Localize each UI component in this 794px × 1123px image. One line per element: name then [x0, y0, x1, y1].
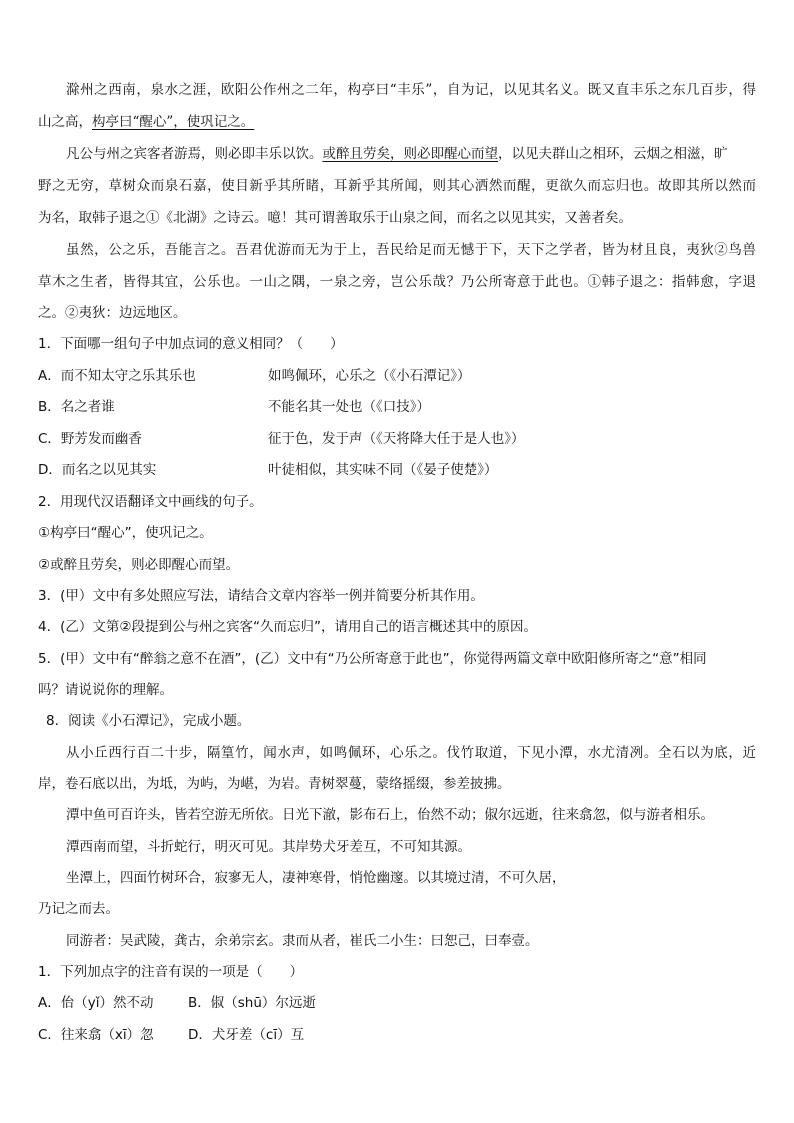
- option-c-right: 征于色，发于声（《天将降大任于是人也》）: [268, 431, 525, 447]
- question-2: 2．用现代汉语翻译文中画线的句子。: [38, 494, 263, 510]
- question-8-1: 1．下列加点字的注音有误的一项是（ ）: [38, 964, 304, 980]
- question-3: 3．(甲）文中有多处照应写法，请结合文章内容举一例并简要分析其作用。: [38, 588, 484, 604]
- section-8-p4-line1: 坐潭上，四面竹树环合，寂寥无人，凄神寒骨，悄怆幽邃。以其境过清，不可久居，: [66, 870, 566, 886]
- option-d-left: D．而名之以见其实: [38, 462, 157, 478]
- section-8-p3: 潭西南而望，斗折蛇行，明灭可见。其岸势犬牙差互，不可知其源。: [66, 839, 471, 855]
- question-1: 1．下面哪一组句子中加点词的意义相同？（ ）: [38, 336, 344, 352]
- section-8-p5: 同游者：吴武陵，龚古，余弟宗玄。隶而从者，崔氏二小生：曰恕己，曰奉壹。: [66, 933, 539, 949]
- q8-option-a: A．佁（yǐ）然不动: [38, 995, 154, 1011]
- question-2-item-1: ①构亭曰“醒心”，使巩记之。: [38, 525, 213, 541]
- q8-option-d: D．犬牙差（cī）互: [188, 1027, 305, 1043]
- option-a-left: A．而不知太守之乐其乐也: [38, 368, 196, 384]
- option-c: [38, 429, 756, 449]
- question-2-item-2: ②或醉且劳矣，则必即醒心而望。: [38, 557, 240, 573]
- passage-p3-line2: 草木之生者，皆得其宜，公乐也。一山之隅，一泉之旁，岂公乐哉？乃公所寄意于此也。①韩子退之：指韩愈，字退: [38, 274, 756, 290]
- passage-p2-line3: 为名，取韩子退之①《北湖》之诗云。噫！其可谓善取乐于山泉之间，而名之以见其实，又善者矣。: [38, 210, 632, 226]
- option-a: [38, 366, 756, 386]
- question-5-line1: 5．(甲）文中有“醉翁之意不在酒”，(乙）文中有“乃公所寄意于此也”，你觉得两篇文章中欧阳修所寄之“意”相同: [38, 651, 707, 667]
- passage-p2-line1-text-a: 凡公与州之宾客者游焉，则必即丰乐以饮。: [66, 146, 323, 162]
- section-8-p1-line2: 岸，卷石底以出，为坻，为屿，为嵁，为岩。青树翠蔓，蒙络摇缀，参差披拂。: [38, 776, 511, 792]
- underlined-sentence-2: 或醉且劳矣，则必即醒心而望: [322, 146, 498, 162]
- question-8-1-options-cd: [38, 1025, 756, 1045]
- option-b: [38, 397, 756, 417]
- section-8-p2: 潭中鱼可百许头，皆若空游无所依。日光下澈，影布石上，佁然不动；俶尔远逝，往来翕忽，似与游者相乐。: [66, 807, 714, 823]
- section-8-p4-line2: 乃记之而去。: [38, 901, 119, 917]
- option-b-right: 不能名其一处也（《口技》）: [268, 399, 430, 415]
- passage-p3-line3: 之。②夷狄：边远地区。: [38, 305, 187, 321]
- passage-p1-line2-text: 山之高，: [38, 114, 92, 130]
- question-5-line2: 吗？请说说你的理解。: [38, 682, 173, 698]
- q8-option-b: B．俶（shū）尔远逝: [188, 995, 316, 1011]
- passage-p1-line2: [38, 112, 756, 132]
- option-d: [38, 460, 756, 480]
- passage-p1-line1: 滁州之西南，泉水之涯，欧阳公作州之二年，构亭曰“丰乐”，自为记，以见其名义。既又直丰乐之东几百步，得: [66, 82, 756, 98]
- passage-p2-line1-text-b: ，以见夫群山之相环，云烟之相滋，旷: [498, 146, 728, 162]
- underlined-sentence-1: 构亭曰“醒心”，使巩记之。: [92, 114, 255, 130]
- q8-option-c: C．往来翕（xī）忽: [38, 1027, 154, 1043]
- section-8-title: 8．阅读《小石潭记》，完成小题。: [46, 713, 251, 729]
- option-c-left: C．野芳发而幽香: [38, 431, 142, 447]
- section-8-p1-line1: 从小丘西行百二十步，隔篁竹，闻水声，如鸣佩环，心乐之。伐竹取道，下见小潭，水尤清冽。全石以为底，近: [66, 745, 756, 761]
- question-4: 4．(乙）文第②段提到公与州之宾客“久而忘归”，请用自己的语言概述其中的原因。: [38, 619, 537, 635]
- passage-p2-line1: [66, 144, 756, 164]
- option-b-left: B．名之者谁: [38, 399, 115, 415]
- option-a-right: 如鸣佩环，心乐之（《小石潭记》）: [268, 368, 471, 384]
- question-8-1-options-ab: [38, 993, 756, 1013]
- passage-p3-line1: 虽然，公之乐，吾能言之。吾君优游而无为于上，吾民给足而无憾于下，天下之学者，皆为材且良，夷狄②鸟兽: [66, 242, 756, 258]
- option-d-right: 叶徒相似，其实味不同（《晏子使楚》）: [268, 462, 498, 478]
- passage-p2-line2: 野之无穷，草树众而泉石嘉，使目新乎其所睹，耳新乎其所闻，则其心洒然而醒，更欲久而忘归也。故即其所以然而: [38, 178, 756, 194]
